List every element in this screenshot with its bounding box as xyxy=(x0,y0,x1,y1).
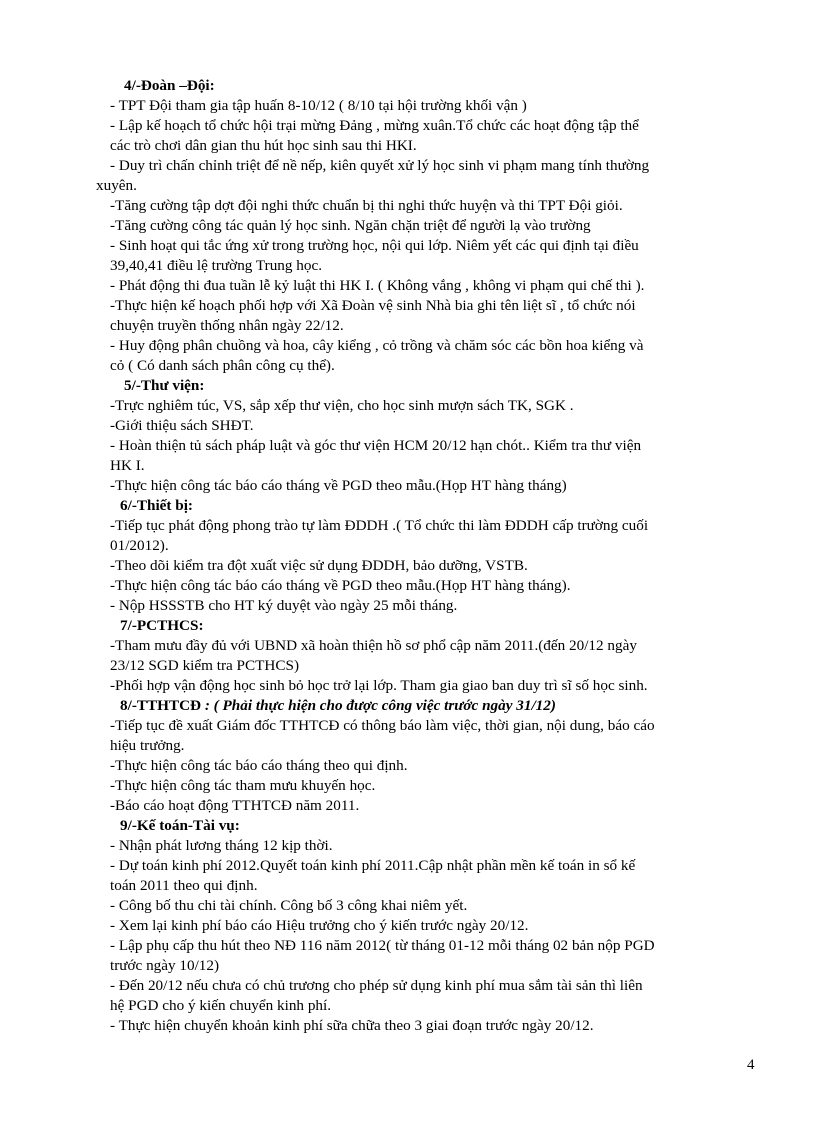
list-item: hệ PGD cho ý kiến chuyển kinh phí. xyxy=(110,997,332,1014)
list-item: toán 2011 theo qui định. xyxy=(110,877,258,894)
list-item: -Tiếp tục đề xuất Giám đốc TTHTCĐ có thông báo làm việc, thời gian, nội dung, báo cáo xyxy=(110,717,655,734)
list-item: -Thực hiện công tác báo cáo tháng về PGD theo mẫu.(Họp HT hàng tháng) xyxy=(110,477,567,494)
list-item: - TPT Đội tham gia tập huấn 8-10/12 ( 8/10 tại hội trường khối vận ) xyxy=(110,97,527,114)
section-heading-note: : ( Phải thực hiện cho được công việc trước ngày 31/12) xyxy=(201,697,556,714)
list-item: 39,40,41 điều lệ trường Trung học. xyxy=(110,257,323,274)
list-item: - Lập phụ cấp thu hút theo NĐ 116 năm 2012( từ tháng 01-12 mỗi tháng 02 bản nộp PGD xyxy=(110,937,655,954)
list-item: -Phối hợp vận động học sinh bỏ học trở lại lớp. Tham gia giao ban duy trì sĩ số học sinh. xyxy=(110,677,648,694)
list-item: - Phát động thi đua tuần lễ kỷ luật thi HK I. ( Không vắng , không vi phạm qui chế thi ). xyxy=(110,277,645,294)
list-item: -Thực hiện công tác tham mưu khuyến học. xyxy=(110,777,376,794)
list-item: hiệu trưởng. xyxy=(110,737,185,754)
list-item: -Tăng cường công tác quản lý học sinh. Ngăn chặn triệt để người lạ vào trường xyxy=(110,217,591,234)
list-item: - Dự toán kinh phí 2012.Quyết toán kinh phí 2011.Cập nhật phần mền kế toán in sổ kế xyxy=(110,857,636,874)
section-heading-tthtcd-row xyxy=(110,696,760,716)
section-heading-doan-doi: 4/-Đoàn –Đội: xyxy=(124,77,215,94)
list-item: các trò chơi dân gian thu hút học sinh sau thi HKI. xyxy=(110,137,417,154)
list-item: - Hoàn thiện tủ sách pháp luật và góc thư viện HCM 20/12 hạn chót.. Kiểm tra thư viện xyxy=(110,437,642,454)
list-item: chuyện truyền thống nhân ngày 22/12. xyxy=(110,317,344,334)
section-heading-pcthcs: 7/-PCTHCS: xyxy=(120,617,204,634)
list-item: - Công bố thu chi tài chính. Công bố 3 công khai niêm yết. xyxy=(110,897,468,914)
section-heading-ke-toan: 9/-Kế toán-Tài vụ: xyxy=(120,817,240,834)
section-heading-tthtcd: 8/-TTHTCĐ xyxy=(120,697,202,714)
list-item: -Tăng cường tập dợt đội nghi thức chuẩn bị thi nghi thức huyện và thi TPT Đội giỏi. xyxy=(110,197,623,214)
list-item: - Thực hiện chuyển khoản kinh phí sữa chữa theo 3 giai đoạn trước ngày 20/12. xyxy=(110,1017,594,1034)
list-item: - Xem lại kinh phí báo cáo Hiệu trưởng cho ý kiến trước ngày 20/12. xyxy=(110,917,529,934)
list-item: xuyên. xyxy=(96,177,137,194)
section-heading-thiet-bi: 6/-Thiết bị: xyxy=(120,497,193,514)
list-item: - Nhận phát lương tháng 12 kịp thời. xyxy=(110,837,333,854)
list-item: -Trực nghiêm túc, VS, sắp xếp thư viện, cho học sinh mượn sách TK, SGK . xyxy=(110,397,574,414)
document-body xyxy=(96,76,760,1036)
list-item: 01/2012). xyxy=(110,537,169,554)
list-item: - Duy trì chấn chỉnh triệt để nề nếp, kiên quyết xử lý học sinh vi phạm mang tính thường xyxy=(110,157,650,174)
list-item: -Giới thiệu sách SHĐT. xyxy=(110,417,254,434)
list-item: - Sinh hoạt qui tắc ứng xử trong trường học, nội qui lớp. Niêm yết các qui định tại điều xyxy=(110,237,639,254)
list-item: -Thực hiện công tác báo cáo tháng về PGD theo mẫu.(Họp HT hàng tháng). xyxy=(110,577,571,594)
list-item: -Theo dõi kiểm tra đột xuất việc sử dụng ĐDDH, bảo dưỡng, VSTB. xyxy=(110,557,528,574)
list-item: - Lập kế hoạch tổ chức hội trại mừng Đảng , mừng xuân.Tổ chức các hoạt động tập thể xyxy=(110,117,639,134)
list-item: -Tham mưu đầy đủ với UBND xã hoàn thiện hồ sơ phổ cập năm 2011.(đến 20/12 ngày xyxy=(110,637,637,654)
list-item: cỏ ( Có danh sách phân công cụ thể). xyxy=(110,357,335,374)
list-item: - Đến 20/12 nếu chưa có chủ trương cho phép sử dụng kinh phí mua sắm tài sản thì liên xyxy=(110,977,643,994)
list-item: - Nộp HSSSTB cho HT ký duyệt vào ngày 25 mỗi tháng. xyxy=(110,597,458,614)
section-heading-thu-vien: 5/-Thư viện: xyxy=(124,377,205,394)
page-number: 4 xyxy=(747,1057,755,1073)
list-item: 23/12 SGD kiểm tra PCTHCS) xyxy=(110,657,300,674)
list-item: trước ngày 10/12) xyxy=(110,957,220,974)
list-item: -Thực hiện công tác báo cáo tháng theo qui định. xyxy=(110,757,408,774)
list-item: - Huy động phân chuồng và hoa, cây kiểng , cỏ trồng và chăm sóc các bồn hoa kiểng và xyxy=(110,337,644,354)
list-item: -Tiếp tục phát động phong trào tự làm ĐDDH .( Tổ chức thi làm ĐDDH cấp trường cuối xyxy=(110,517,649,534)
list-item: HK I. xyxy=(110,457,145,474)
list-item: -Thực hiện kế hoạch phối hợp với Xã Đoàn vệ sinh Nhà bia ghi tên liệt sĩ , tổ chức nói xyxy=(110,297,636,314)
list-item: -Báo cáo hoạt động TTHTCĐ năm 2011. xyxy=(110,797,360,814)
